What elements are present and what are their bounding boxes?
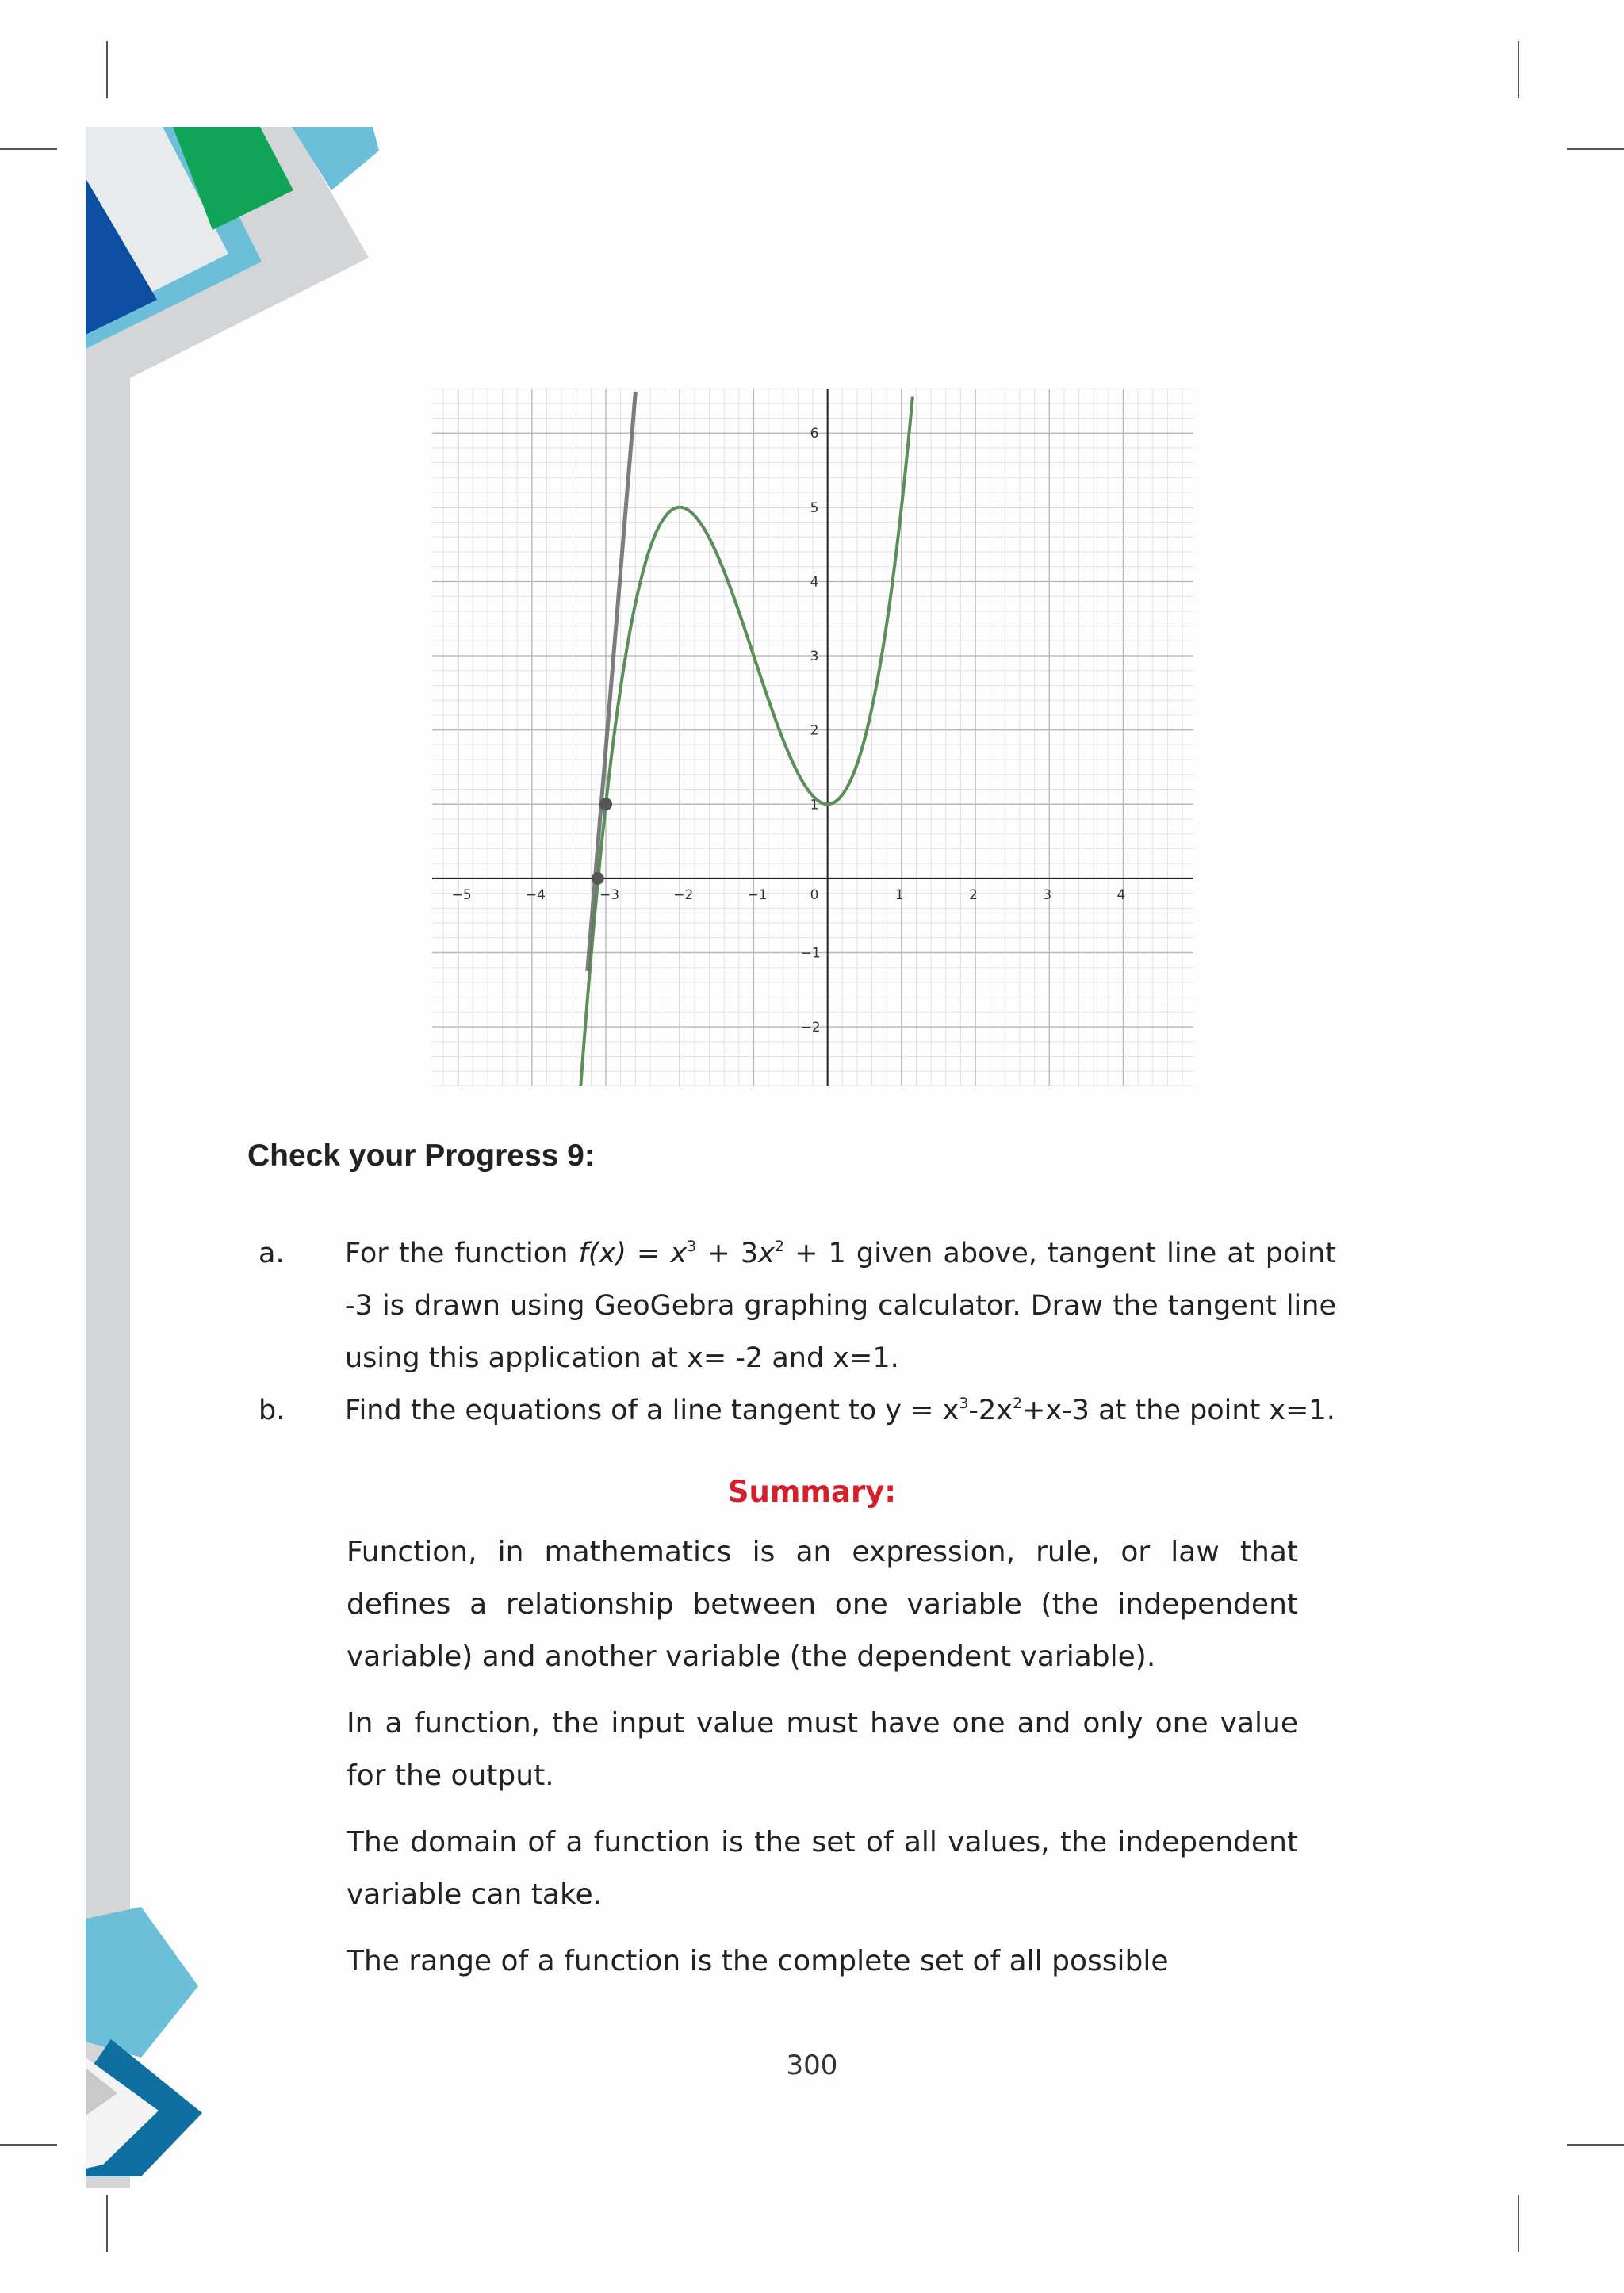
summary-paragraph: The domain of a function is the set of all values, the independent variable can take. bbox=[347, 1826, 1298, 1911]
question-a-part: = bbox=[626, 1238, 671, 1269]
exponent: 2 bbox=[774, 1238, 784, 1255]
question-b-letter: b. bbox=[259, 1395, 285, 1426]
question-a-text bbox=[345, 1227, 1336, 1384]
page-number: 300 bbox=[786, 2050, 838, 2081]
y-tick-label: 6 bbox=[810, 426, 819, 442]
y-tick-label: 4 bbox=[810, 574, 819, 591]
exponent: 3 bbox=[959, 1395, 969, 1412]
function-graph bbox=[432, 389, 1193, 1086]
x-tick-label: 2 bbox=[969, 886, 978, 903]
function-name: f(x) bbox=[578, 1238, 626, 1269]
graph-canvas bbox=[432, 389, 1193, 1086]
question-a-letter: a. bbox=[259, 1238, 285, 1269]
summary-paragraph: In a function, the input value must have one and only one value for the output. bbox=[347, 1707, 1298, 1792]
summary-paragraph: The range of a function is the complete set of all possible bbox=[347, 1945, 1169, 1977]
y-tick-label: 5 bbox=[810, 500, 819, 516]
x-tick-label: 1 bbox=[894, 886, 904, 903]
x-tick-label: 3 bbox=[1043, 886, 1052, 903]
x-tick-label: −1 bbox=[747, 886, 768, 903]
question-b-part: Find the equations of a line tangent to y = x bbox=[345, 1395, 959, 1426]
question-b-text bbox=[345, 1384, 1336, 1437]
x-tick-label: 4 bbox=[1116, 886, 1126, 903]
exponent: 3 bbox=[687, 1238, 697, 1255]
x-tick-label: −3 bbox=[599, 886, 620, 903]
question-a-part: + 1 given above, tangent line at point -3 is drawn using GeoGebra graphing calculator. Draw the tangent line using this application at x= -2 and x=1. bbox=[345, 1238, 1336, 1374]
function-curve bbox=[580, 396, 912, 1086]
x-tick-label: −5 bbox=[451, 886, 472, 903]
y-tick-label: −1 bbox=[800, 945, 821, 962]
summary-paragraph: Function, in mathematics is an expression, rule, or law that defines a relationship between one variable (the independent variable) and another variable (the dependent variable). bbox=[347, 1536, 1298, 1673]
graph-point bbox=[592, 872, 604, 885]
x-tick-label: −2 bbox=[673, 886, 694, 903]
question-b-part: -2x bbox=[968, 1395, 1013, 1426]
y-tick-label: 1 bbox=[810, 797, 819, 813]
tangent-line bbox=[588, 392, 636, 971]
question-b-part: +x-3 at the point x=1. bbox=[1022, 1395, 1335, 1426]
variable-x: x bbox=[758, 1238, 775, 1269]
summary-heading: Summary: bbox=[727, 1475, 897, 1509]
question-a-part: + 3 bbox=[696, 1238, 759, 1269]
x-tick-label: −4 bbox=[525, 886, 546, 903]
question-a-part: For the function bbox=[345, 1238, 579, 1269]
variable-x: x bbox=[670, 1238, 688, 1269]
y-tick-label: 3 bbox=[810, 649, 819, 665]
x-tick-label: 0 bbox=[810, 886, 819, 903]
y-tick-label: 2 bbox=[810, 722, 819, 739]
y-tick-label: −2 bbox=[800, 1020, 821, 1036]
exponent: 2 bbox=[1013, 1395, 1023, 1412]
progress-heading: Check your Progress 9: bbox=[247, 1139, 595, 1173]
graph-point bbox=[599, 798, 612, 810]
